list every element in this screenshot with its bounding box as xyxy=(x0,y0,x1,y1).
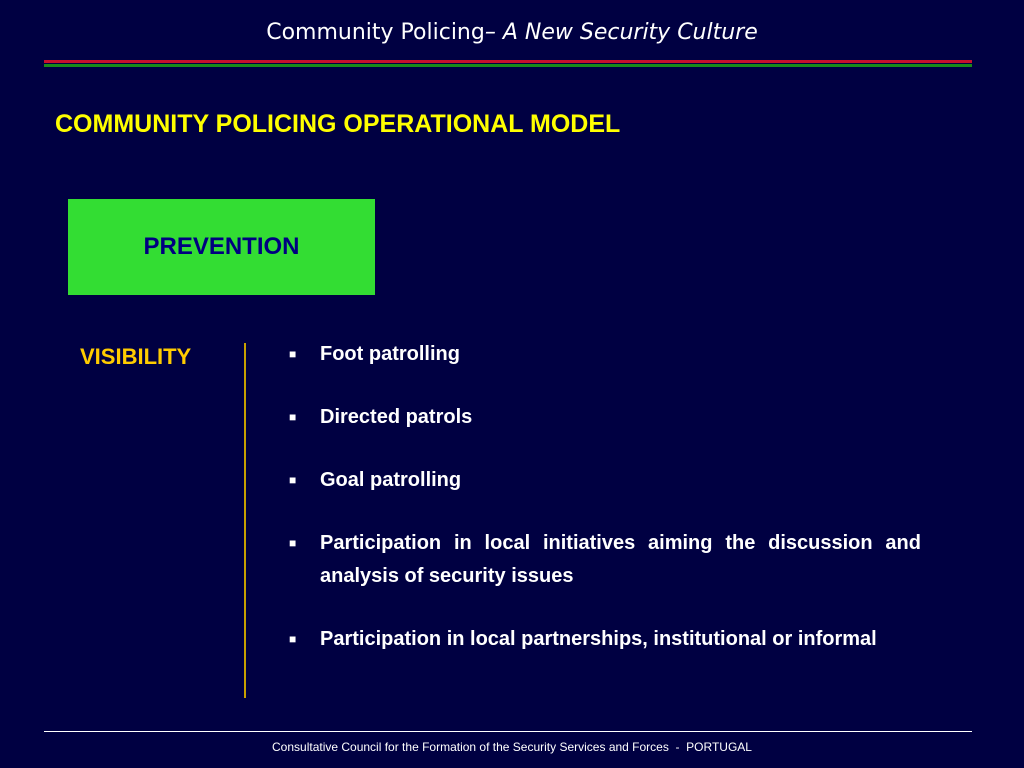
header-title-sub: – A New Security Culture xyxy=(484,20,758,45)
bullet-text: Participation in local partnerships, institutional or informal xyxy=(320,628,877,650)
bullet-text: Participation in local initiatives aiming the discussion and analysis of security issues xyxy=(320,532,921,587)
bullet-text: Foot patrolling xyxy=(320,343,460,365)
list-item xyxy=(285,527,921,593)
bullet-list xyxy=(285,338,921,686)
prevention-box xyxy=(68,199,375,295)
visibility-label: VISIBILITY xyxy=(80,344,192,369)
header-rule-red xyxy=(44,60,972,63)
header-title xyxy=(0,20,1024,45)
vertical-divider xyxy=(244,343,246,698)
square-bullet-icon: ■ xyxy=(289,347,297,361)
bullet-text: Directed patrols xyxy=(320,406,473,428)
square-bullet-icon: ■ xyxy=(289,536,297,550)
list-item xyxy=(285,401,921,434)
header-title-main: Community Policing xyxy=(266,20,485,45)
list-item xyxy=(285,338,921,371)
footer-text: Consultative Council for the Formation of the Security Services and Forces - PORTUGAL xyxy=(272,740,752,754)
square-bullet-icon: ■ xyxy=(289,410,297,424)
slide-title: COMMUNITY POLICING OPERATIONAL MODEL xyxy=(55,110,621,138)
prevention-label: PREVENTION xyxy=(143,233,300,260)
square-bullet-icon: ■ xyxy=(289,473,297,487)
header-rule-green xyxy=(44,64,972,67)
list-item xyxy=(285,464,921,497)
footer-rule xyxy=(44,731,972,732)
bullet-text: Goal patrolling xyxy=(320,469,462,491)
square-bullet-icon: ■ xyxy=(289,632,297,646)
list-item xyxy=(285,623,921,656)
